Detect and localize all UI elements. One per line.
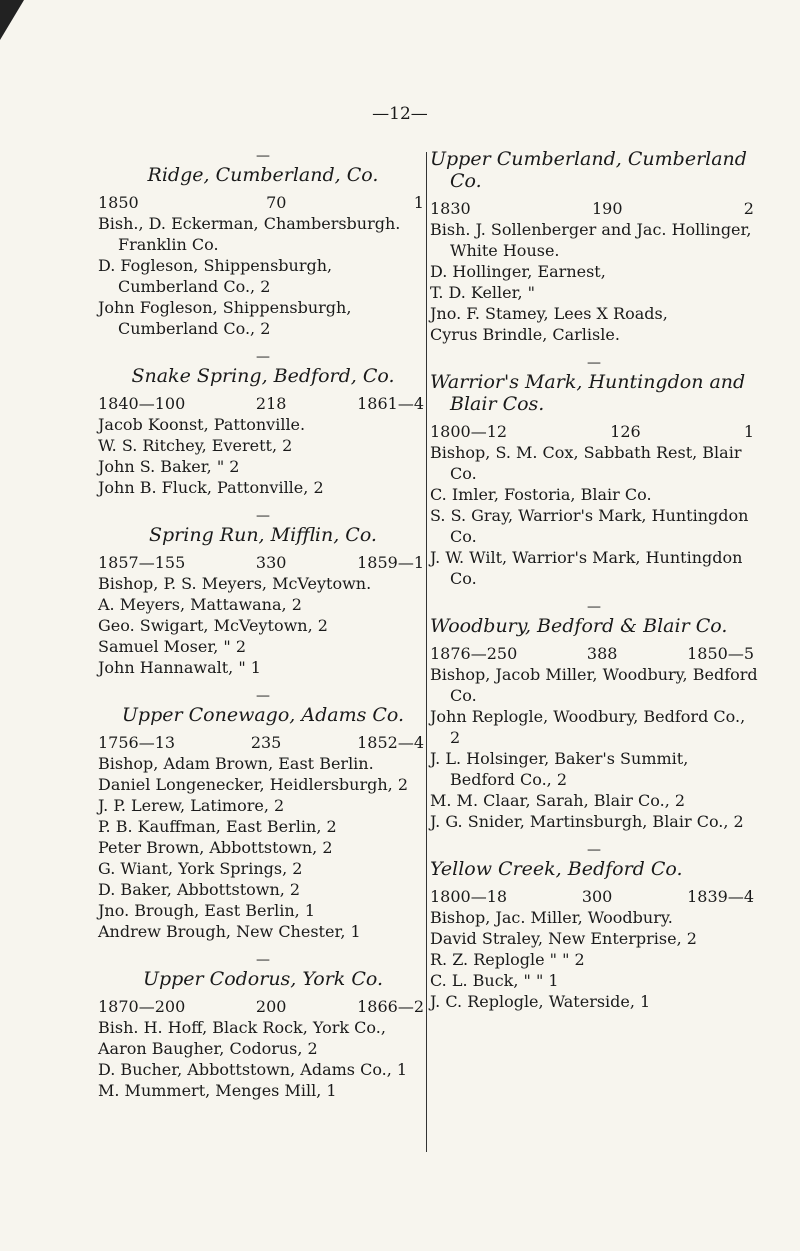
stat-value: 1 — [743, 422, 754, 441]
congregation-stats — [98, 732, 428, 753]
stat-value: 1756—13 — [98, 733, 176, 752]
member-entry: G. Wiant, York Springs, 2 — [98, 859, 303, 878]
congregation-section — [98, 508, 428, 678]
stat-value: 1876—250 — [430, 644, 518, 663]
member-entry: C. L. Buck, " " 1 — [430, 971, 559, 990]
congregation-stats — [98, 393, 428, 414]
member-entry: Bishop, Adam Brown, East Berlin. — [98, 754, 374, 773]
congregation-section — [430, 355, 758, 589]
congregation-stats — [430, 886, 758, 907]
member-entry: J. W. Wilt, Warrior's Mark, Huntingdon Co. — [430, 548, 743, 588]
member-entry: Andrew Brough, New Chester, 1 — [98, 922, 361, 941]
section-separator: — — [587, 355, 601, 371]
page-corner-mark — [0, 0, 24, 40]
congregation-title: Upper Cumberland, Cumberland Co. — [430, 148, 747, 192]
member-entry: J. C. Replogle, Waterside, 1 — [430, 992, 651, 1011]
section-separator: — — [256, 508, 270, 524]
stat-value: 70 — [266, 193, 287, 212]
stat-value: 1866—2 — [357, 997, 424, 1016]
section-separator: — — [256, 349, 270, 365]
congregation-stats — [98, 552, 428, 573]
congregation-title: Ridge, Cumberland, Co. — [147, 164, 379, 186]
section-separator: — — [587, 599, 601, 615]
member-entry: D. Hollinger, Earnest, — [430, 262, 606, 281]
member-entry: P. B. Kauffman, East Berlin, 2 — [98, 817, 337, 836]
stat-value: 1857—155 — [98, 553, 186, 572]
member-entry: R. Z. Replogle " " 2 — [430, 950, 585, 969]
member-entry: T. D. Keller, " — [430, 283, 536, 302]
member-entry: Jno. Brough, East Berlin, 1 — [98, 901, 316, 920]
member-entry: M. M. Claar, Sarah, Blair Co., 2 — [430, 791, 686, 810]
stat-value: 300 — [581, 887, 613, 906]
member-entry: Bishop, P. S. Meyers, McVeytown. — [98, 574, 372, 593]
congregation-title: Snake Spring, Bedford, Co. — [131, 365, 395, 387]
congregation-section — [98, 688, 428, 942]
stat-value: 388 — [586, 644, 618, 663]
member-entry: A. Meyers, Mattawana, 2 — [98, 595, 302, 614]
member-entry: Samuel Moser, " 2 — [98, 637, 247, 656]
stat-value: 200 — [255, 997, 287, 1016]
member-entry: D. Bucher, Abbottstown, Adams Co., 1 — [98, 1060, 408, 1079]
congregation-section — [98, 148, 428, 339]
member-entry: Aaron Baugher, Codorus, 2 — [98, 1039, 318, 1058]
member-entry: M. Mummert, Menges Mill, 1 — [98, 1081, 337, 1100]
congregation-title: Woodbury, Bedford & Blair Co. — [430, 615, 728, 637]
member-entry: John Fogleson, Shippensburgh, Cumberland Co., 2 — [98, 298, 352, 338]
member-entry: Jno. F. Stamey, Lees X Roads, — [430, 304, 668, 323]
stat-value: 1839—4 — [687, 887, 754, 906]
section-separator: — — [256, 952, 270, 968]
section-separator: — — [587, 842, 601, 858]
member-entry: C. Imler, Fostoria, Blair Co. — [430, 485, 652, 504]
stat-value: 2 — [743, 199, 754, 218]
stat-value: 190 — [591, 199, 623, 218]
member-entry: John B. Fluck, Pattonville, 2 — [98, 478, 324, 497]
congregation-section — [430, 148, 758, 345]
member-entry: Bishop, S. M. Cox, Sabbath Rest, Blair Co. — [430, 443, 742, 483]
stat-value: 235 — [250, 733, 282, 752]
member-entry: Bish., D. Eckerman, Chambersburgh. Franklin Co. — [98, 214, 401, 254]
member-entry: J. L. Holsinger, Baker's Summit, Bedford Co., 2 — [430, 749, 689, 789]
member-entry: Bish. J. Sollenberger and Jac. Hollinger, White House. — [430, 220, 752, 260]
stat-value: 1800—12 — [430, 422, 508, 441]
stat-value: 126 — [610, 422, 641, 441]
congregation-section — [98, 349, 428, 498]
page-number: —12— — [372, 104, 428, 124]
member-entry: Peter Brown, Abbottstown, 2 — [98, 838, 333, 857]
congregation-title: Upper Codorus, York Co. — [142, 968, 384, 990]
congregation-title: Spring Run, Mifflin, Co. — [149, 524, 377, 546]
congregation-section — [430, 842, 758, 1012]
congregation-section — [430, 599, 758, 832]
right-column — [430, 148, 758, 1022]
stat-value: 1800—18 — [430, 887, 508, 906]
stat-value: 1 — [413, 193, 424, 212]
stat-value: 1870—200 — [98, 997, 186, 1016]
member-entry: John Hannawalt, " 1 — [98, 658, 261, 677]
member-entry: J. G. Snider, Martinsburgh, Blair Co., 2 — [430, 812, 744, 831]
member-entry: D. Baker, Abbottstown, 2 — [98, 880, 301, 899]
member-entry: D. Fogleson, Shippensburgh, Cumberland Co., 2 — [98, 256, 333, 296]
member-entry: John S. Baker, " 2 — [98, 457, 240, 476]
congregation-stats — [430, 643, 758, 664]
stat-value: 1840—100 — [98, 394, 186, 413]
member-entry: Daniel Longenecker, Heidlersburgh, 2 — [98, 775, 409, 794]
stat-value: 1859—1 — [357, 553, 424, 572]
congregation-title: Warrior's Mark, Huntingdon and Blair Cos. — [430, 371, 746, 415]
member-entry: Jacob Koonst, Pattonville. — [98, 415, 306, 434]
stat-value: 1850—5 — [687, 644, 754, 663]
congregation-stats — [430, 421, 758, 442]
congregation-stats — [430, 198, 758, 219]
congregation-title: Yellow Creek, Bedford Co. — [430, 858, 683, 880]
member-entry: W. S. Ritchey, Everett, 2 — [98, 436, 293, 455]
member-entry: Geo. Swigart, McVeytown, 2 — [98, 616, 328, 635]
member-entry: John Replogle, Woodbury, Bedford Co., 2 — [430, 707, 746, 747]
member-entry: Bish. H. Hoff, Black Rock, York Co., — [98, 1018, 386, 1037]
member-entry: J. P. Lerew, Latimore, 2 — [98, 796, 285, 815]
member-entry: David Straley, New Enterprise, 2 — [430, 929, 697, 948]
member-entry: Bishop, Jac. Miller, Woodbury. — [430, 908, 673, 927]
congregation-stats — [98, 996, 428, 1017]
stat-value: 1830 — [430, 199, 471, 218]
section-separator: — — [256, 688, 270, 704]
member-entry: S. S. Gray, Warrior's Mark, Huntingdon Co. — [430, 506, 749, 546]
stat-value: 1861—4 — [357, 394, 424, 413]
section-separator: — — [256, 148, 270, 164]
stat-value: 218 — [255, 394, 287, 413]
congregation-stats — [98, 192, 428, 213]
stat-value: 330 — [255, 553, 287, 572]
congregation-title: Upper Conewago, Adams Co. — [121, 704, 405, 726]
stat-value: 1850 — [98, 193, 139, 212]
member-entry: Cyrus Brindle, Carlisle. — [430, 325, 620, 344]
left-column — [98, 148, 428, 1111]
congregation-section — [98, 952, 428, 1101]
member-entry: Bishop, Jacob Miller, Woodbury, Bedford Co. — [430, 665, 758, 705]
stat-value: 1852—4 — [357, 733, 424, 752]
